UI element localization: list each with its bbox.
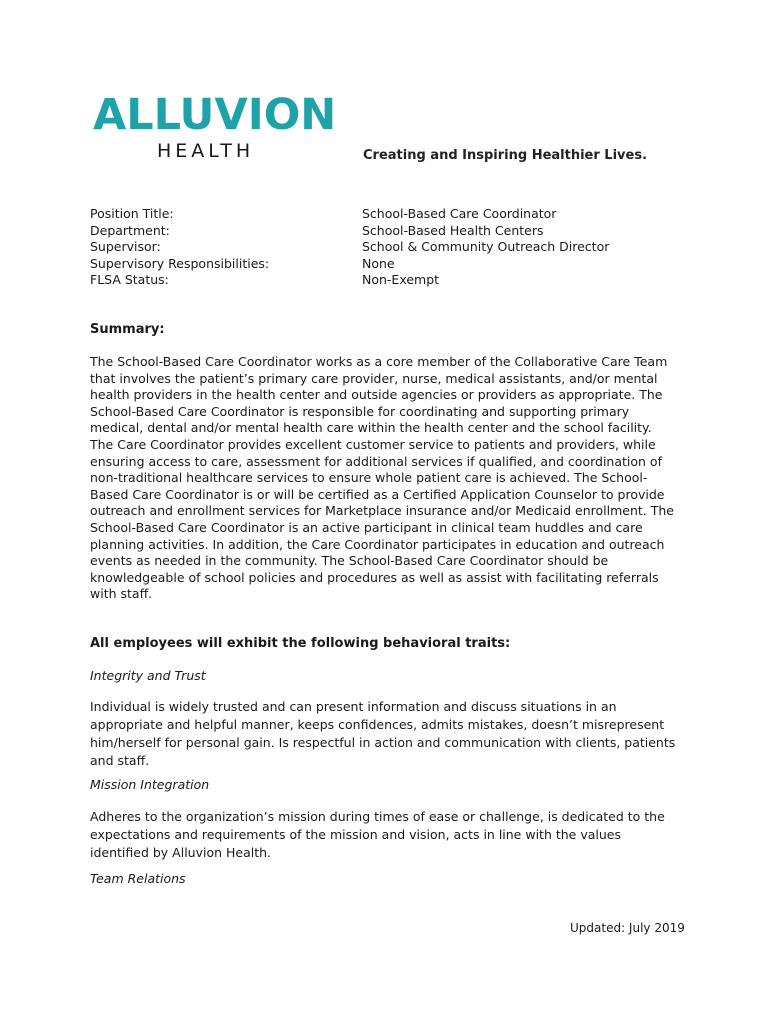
field-value-flsa-status: Non-Exempt (362, 272, 440, 288)
trait-line: and staff. (90, 753, 150, 768)
trait-paragraph-integrity (90, 698, 690, 770)
alluvion-health-logo (93, 90, 337, 162)
field-label-department: Department: (90, 222, 170, 238)
summary-line: health providers in the health center and outside agencies or providers as appropriate. The (90, 387, 663, 403)
summary-line: planning activities. In addition, the Care Coordinator participates in education and outreach (90, 536, 665, 552)
trait-line: identified by Alluvion Health. (90, 845, 272, 860)
field-label-supervisory-responsibilities: Supervisory Responsibilities: (90, 255, 270, 271)
field-value-supervisory-responsibilities: None (362, 255, 395, 271)
trait-title-integrity: Integrity and Trust (90, 668, 206, 683)
summary-line: School-Based Care Coordinator is responsible for coordinating and supporting primary (90, 403, 630, 419)
field-label-flsa-status: FLSA Status: (90, 272, 169, 288)
summary-line: non-traditional healthcare services to ensure whole patient care is achieved. The School- (90, 470, 648, 486)
summary-line: ensuring access to care, assessment for additional services if qualified, and coordination of (90, 453, 662, 469)
summary-line: outreach and enrollment services for Marketplace insurance and/or Medicaid enrollment. The (90, 503, 675, 519)
field-label-position-title: Position Title: (90, 206, 174, 221)
trait-title-mission: Mission Integration (90, 777, 210, 792)
field-value-position-title: School-Based Care Coordinator (362, 206, 557, 221)
trait-line: Individual is widely trusted and can present information and discuss situations in an (90, 699, 617, 714)
summary-line: with staff. (90, 586, 153, 602)
summary-heading: Summary: (90, 322, 165, 337)
summary-line: knowledgeable of school policies and procedures as well as assist with facilitating referrals (90, 569, 659, 585)
trait-line: him/herself for personal gain. Is respectful in action and communication with clients, patients (90, 735, 676, 750)
summary-line: School-Based Care Coordinator is an active participant in clinical team huddles and care (90, 519, 643, 535)
trait-line: appropriate and helpful manner, keeps confidences, admits mistakes, doesn’t misrepresent (90, 717, 665, 732)
field-value-department: School-Based Health Centers (362, 222, 544, 238)
logo-wordmark: ALLUVION (93, 90, 337, 140)
summary-line: that involves the patient’s primary care provider, nurse, medical assistants, and/or mental (90, 370, 658, 386)
field-labels (90, 206, 269, 289)
updated-date: Updated: July 2019 (570, 921, 685, 935)
summary-paragraph (90, 354, 690, 603)
trait-line: expectations and requirements of the mission and vision, acts in line with the values (90, 827, 621, 842)
summary-line: The School-Based Care Coordinator works as a core member of the Collaborative Care Team (90, 354, 668, 369)
summary-line: events as needed in the community. The School-Based Care Coordinator should be (90, 553, 609, 569)
tagline: Creating and Inspiring Healthier Lives. (363, 148, 648, 163)
summary-line: The Care Coordinator provides excellent customer service to patients and providers, while (90, 436, 656, 452)
trait-title-team-relations: Team Relations (90, 871, 186, 886)
summary-line: Based Care Coordinator is or will be certified as a Certified Application Counselor to provide (90, 486, 665, 502)
field-values (362, 206, 609, 289)
summary-line: medical, dental and/or mental health care within the health center and the school facility. (90, 420, 652, 436)
logo-subtitle: HEALTH (157, 140, 255, 162)
field-label-supervisor: Supervisor: (90, 239, 161, 255)
traits-heading: All employees will exhibit the following behavioral traits: (90, 636, 511, 651)
trait-line: Adheres to the organization’s mission during times of ease or challenge, is dedicated to the (90, 809, 665, 824)
trait-paragraph-mission (90, 808, 690, 862)
field-value-supervisor: School & Community Outreach Director (362, 239, 610, 255)
